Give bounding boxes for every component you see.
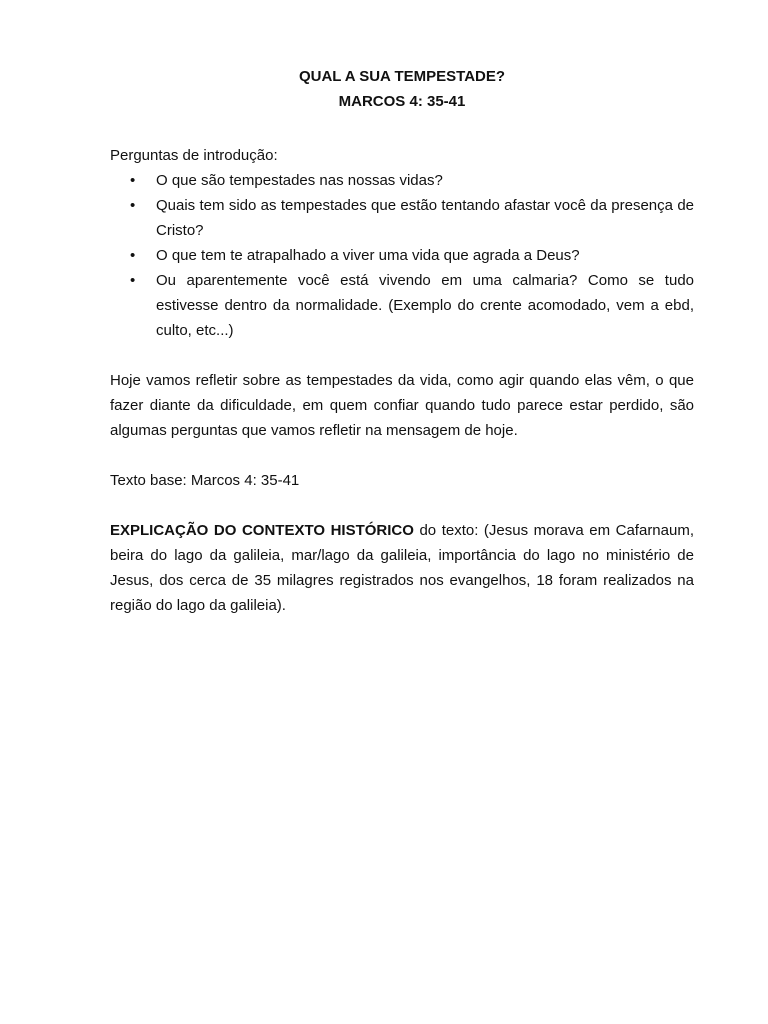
context-heading: EXPLICAÇÃO DO CONTEXTO HISTÓRICO xyxy=(110,522,414,539)
bullet-icon: • xyxy=(130,272,136,289)
question-text: Quais tem sido as tempestades que estão tentando afastar você da presença de Cristo? xyxy=(156,197,694,239)
list-item xyxy=(110,168,694,193)
question-text: O que tem te atrapalhado a viver uma vida que agrada a Deus? xyxy=(156,247,580,264)
document-title: QUAL A SUA TEMPESTADE? xyxy=(298,68,506,85)
bullet-icon: • xyxy=(130,172,136,189)
bullet-icon: • xyxy=(130,247,136,264)
document-subtitle: MARCOS 4: 35-41 xyxy=(338,93,466,110)
list-item xyxy=(110,243,694,268)
base-text: Texto base: Marcos 4: 35-41 xyxy=(110,472,300,489)
list-item xyxy=(110,268,694,343)
intro-questions-list xyxy=(110,168,694,343)
intro-label: Perguntas de introdução: xyxy=(110,147,278,164)
context-body: do texto: (Jesus morava em Cafarnaum, beira do lago da galileia, mar/lago da galileia, importância do lago no ministério de Jesus, dos cerca de 35 milagres registrados nos evangelhos, 18 foram realizados na região do lago da galileia). xyxy=(110,522,694,614)
document-page xyxy=(110,64,694,643)
intro-paragraph: Hoje vamos refletir sobre as tempestades da vida, como agir quando elas vêm, o que fazer diante da dificuldade, em quem confiar quando tudo parece estar perdido, são algumas perguntas que vamos refletir na mensagem de hoje. xyxy=(110,372,694,439)
context-paragraph xyxy=(110,518,694,618)
question-text: O que são tempestades nas nossas vidas? xyxy=(156,172,443,189)
bullet-icon: • xyxy=(130,197,136,214)
question-text: Ou aparentemente você está vivendo em uma calmaria? Como se tudo estivesse dentro da normalidade. (Exemplo do crente acomodado, vem a ebd, culto, etc...) xyxy=(156,272,694,339)
list-item xyxy=(110,193,694,243)
